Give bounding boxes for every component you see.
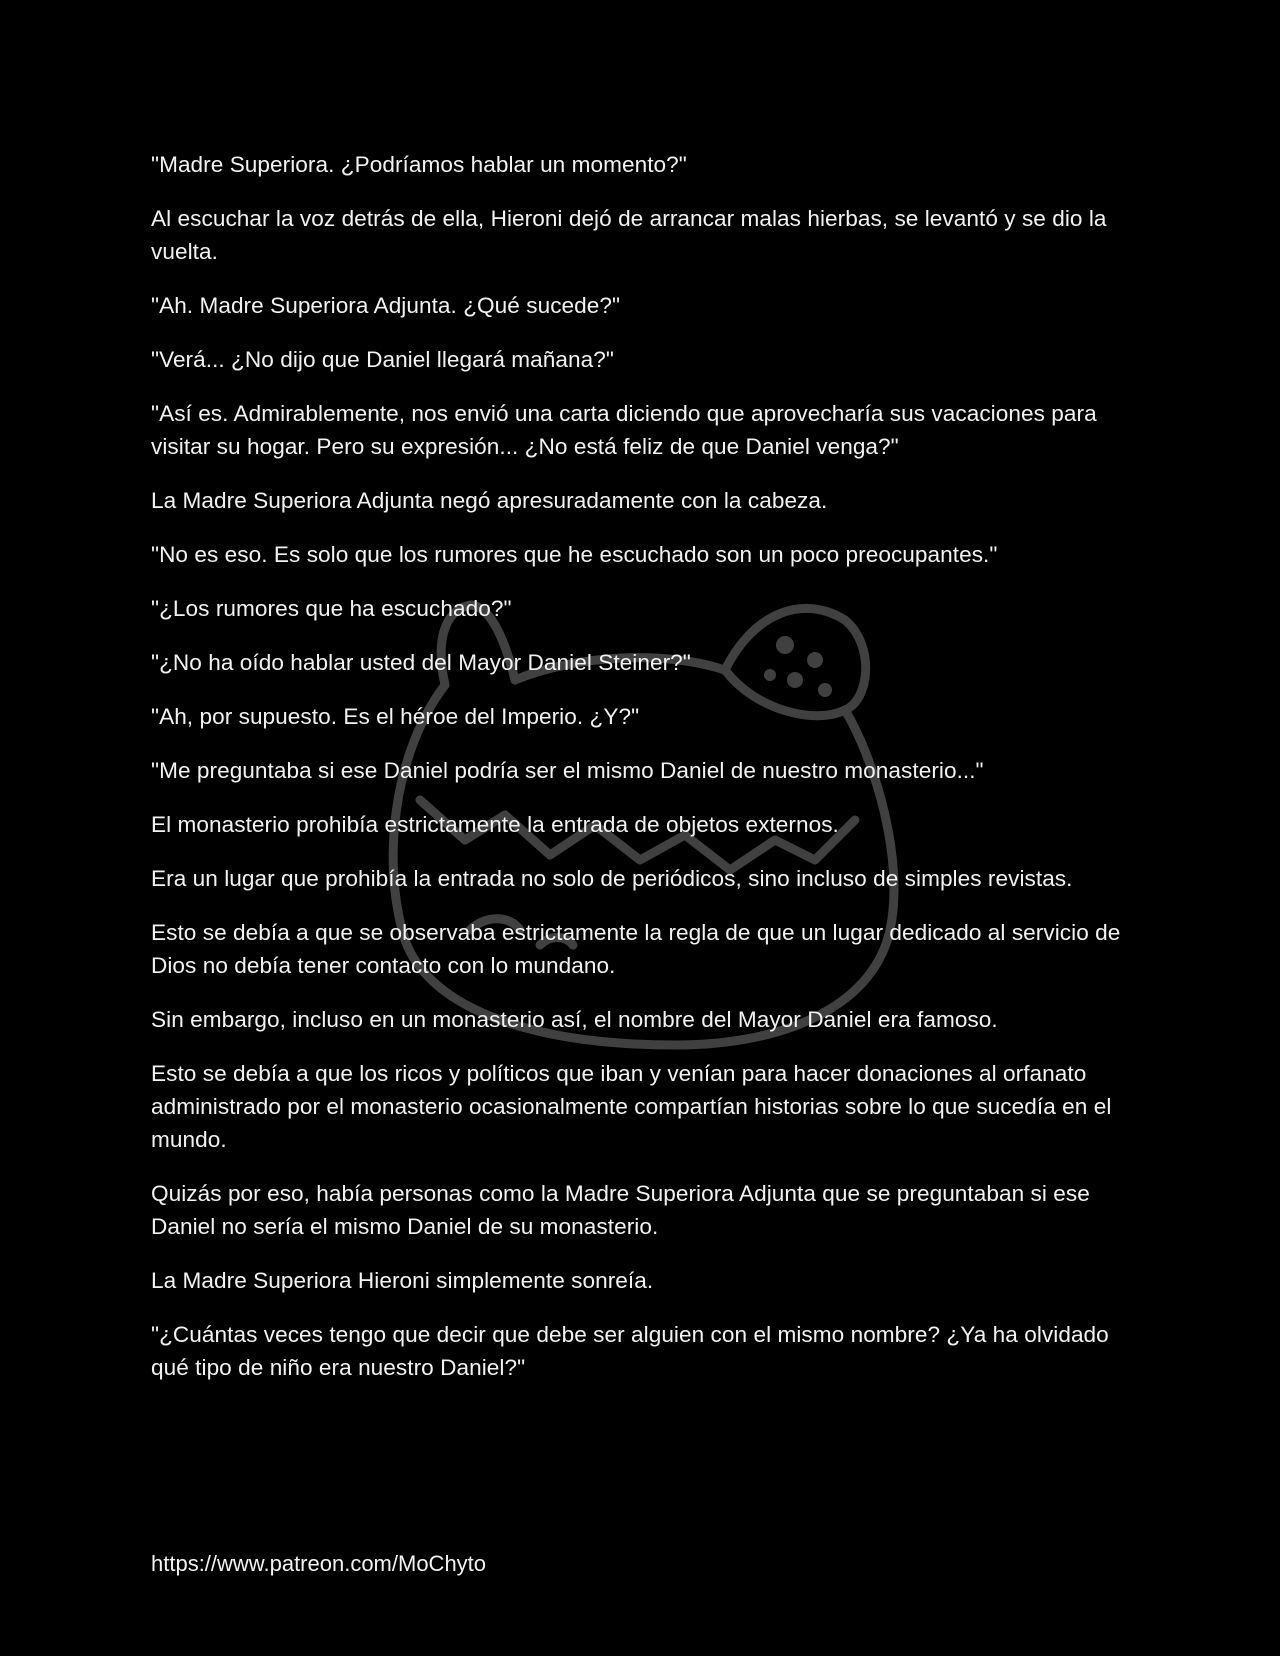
paragraph: Sin embargo, incluso en un monasterio así, el nombre del Mayor Daniel era famoso. <box>151 1007 998 1032</box>
paragraph: La Madre Superiora Hieroni simplemente sonreía. <box>151 1268 654 1293</box>
paragraph: "Ah, por supuesto. Es el héroe del Imperio. ¿Y?" <box>151 704 640 729</box>
patreon-link[interactable]: https://www.patreon.com/MoChyto <box>151 1551 487 1576</box>
paragraph: "¿Cuántas veces tengo que decir que debe ser alguien con el mismo nombre? ¿Ya ha olvidado qué tipo de niño era nuestro Daniel?" <box>151 1322 1109 1380</box>
paragraph: Al escuchar la voz detrás de ella, Hieroni dejó de arrancar malas hierbas, se levantó y se dio la vuelta. <box>151 206 1107 264</box>
paragraph: El monasterio prohibía estrictamente la entrada de objetos externos. <box>151 812 839 837</box>
paragraph: Esto se debía a que los ricos y políticos que iban y venían para hacer donaciones al orfanato administrado por el monasterio ocasionalmente compartían historias sobre lo que sucedía en el mundo. <box>151 1061 1112 1152</box>
document-body <box>151 148 1126 1405</box>
paragraph: Quizás por eso, había personas como la Madre Superiora Adjunta que se preguntaban si ese Daniel no sería el mismo Daniel de su monasterio. <box>151 1181 1090 1239</box>
paragraph: "No es eso. Es solo que los rumores que he escuchado son un poco preocupantes." <box>151 542 998 567</box>
paragraph: "¿No ha oído hablar usted del Mayor Daniel Steiner?" <box>151 650 691 675</box>
paragraph: "Verá... ¿No dijo que Daniel llegará mañana?" <box>151 347 614 372</box>
paragraph: "Madre Superiora. ¿Podríamos hablar un momento?" <box>151 152 687 177</box>
paragraph: "¿Los rumores que ha escuchado?" <box>151 596 512 621</box>
paragraph: "Ah. Madre Superiora Adjunta. ¿Qué sucede?" <box>151 293 621 318</box>
paragraph: La Madre Superiora Adjunta negó apresuradamente con la cabeza. <box>151 488 828 513</box>
paragraph: Esto se debía a que se observaba estrictamente la regla de que un lugar dedicado al servicio de Dios no debía tener contacto con lo mundano. <box>151 920 1121 978</box>
paragraph: "Así es. Admirablemente, nos envió una carta diciendo que aprovecharía sus vacaciones para visitar su hogar. Pero su expresión... ¿No está feliz de que Daniel venga?" <box>151 401 1097 459</box>
paragraph: "Me preguntaba si ese Daniel podría ser el mismo Daniel de nuestro monasterio..." <box>151 758 984 783</box>
paragraph: Era un lugar que prohibía la entrada no solo de periódicos, sino incluso de simples revistas. <box>151 866 1073 891</box>
